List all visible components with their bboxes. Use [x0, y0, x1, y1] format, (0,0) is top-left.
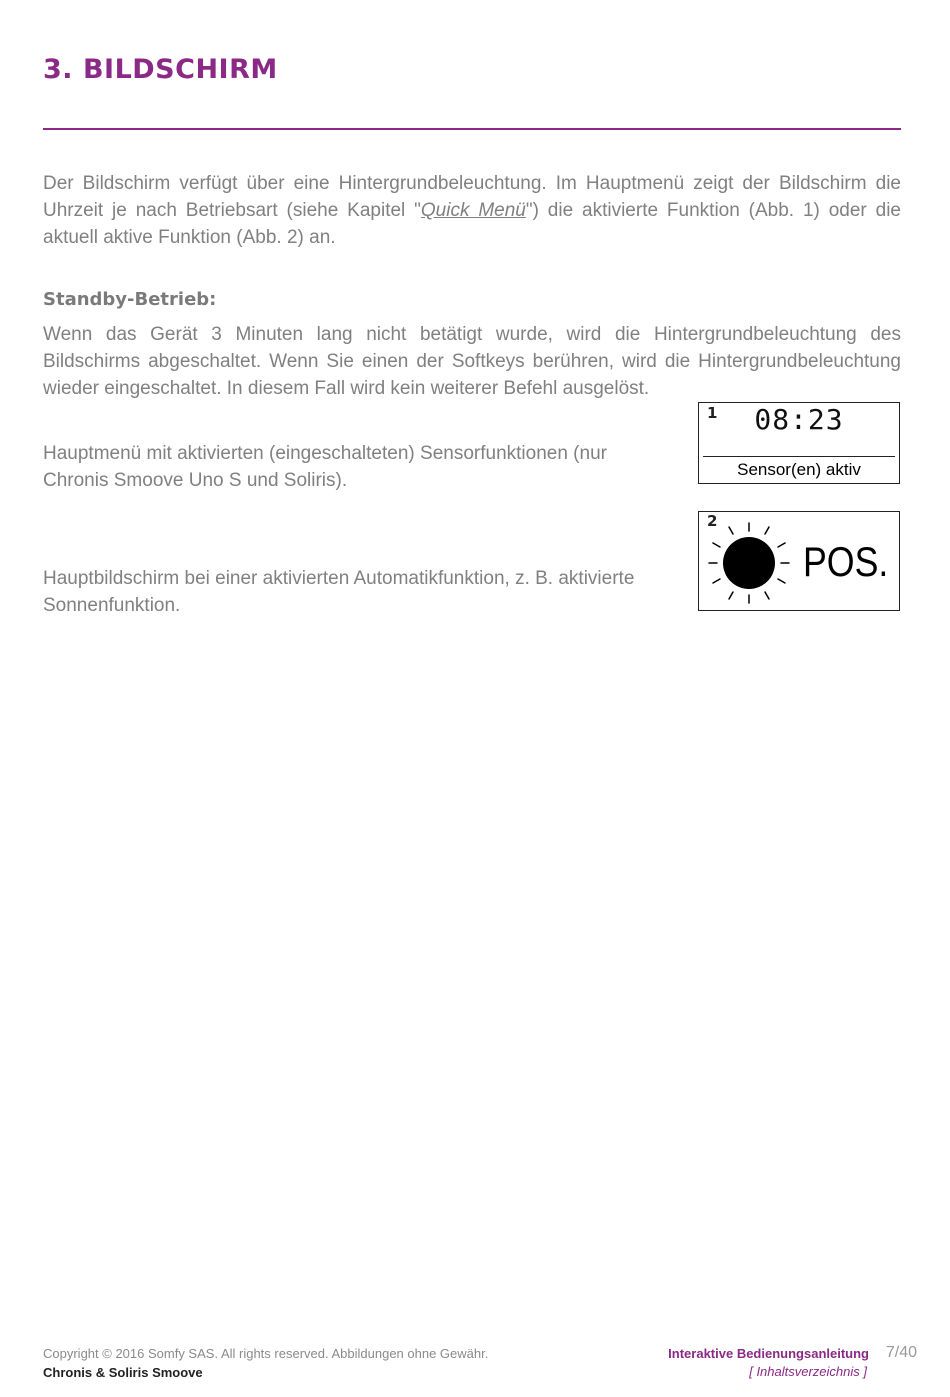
- toc-link[interactable]: [ Inhaltsverzeichnis ]: [749, 1364, 867, 1379]
- quick-menu-link[interactable]: Quick Menü: [420, 200, 526, 221]
- sun-icon: [705, 520, 795, 604]
- display-divider: [703, 456, 895, 457]
- position-label: POS.: [803, 538, 889, 585]
- figure1-number: 1: [707, 404, 718, 422]
- standby-paragraph: Wenn das Gerät 3 Minuten lang nicht betätigt wurde, wird die Hintergrundbeleuchtung des Bildschirms abgeschaltet. Wenn Sie einen der Softkeys berühren, wird die Hintergrundbeleuchtung wieder eingeschaltet. In diesem Fall wird kein weiterer Befehl ausgelöst.: [43, 324, 901, 399]
- product-name: Chronis & Soliris Smoove: [43, 1365, 203, 1380]
- display-figure-2: [698, 511, 900, 611]
- intro-paragraph: [43, 170, 901, 251]
- display-figure-1: [698, 402, 900, 484]
- intro-text-end: ") die aktivierte Funktion (Abb. 1) oder die aktuell aktive Funktion (Abb. 2) an.: [43, 200, 901, 248]
- page-number: 7/40: [885, 1344, 917, 1361]
- copyright-text: Copyright © 2016 Somfy SAS. All rights reserved. Abbildungen ohne Gewähr.: [43, 1346, 489, 1361]
- intro-text-start: Der Bildschirm verfügt über eine Hintergrundbeleuchtung. Im Hauptmenü zeigt der Bildschirm die Uhrzeit je nach Betriebsart (siehe Kapitel ": [43, 173, 901, 221]
- figure2-number: 2: [707, 512, 718, 530]
- clock-display: 08:23: [754, 403, 844, 436]
- manual-link[interactable]: Interaktive Bedienungsanleitung: [668, 1346, 869, 1361]
- heading-divider: [43, 128, 901, 130]
- section-heading: 3. BILDSCHIRM: [43, 54, 278, 85]
- standby-title: Standby-Betrieb:: [43, 289, 217, 310]
- figure1-description: Hauptmenü mit aktivierten (eingeschalteten) Sensorfunktionen (nur Chronis Smoove Uno S und Soliris).: [43, 443, 607, 491]
- figure2-description: Hauptbildschirm bei einer aktivierten Automatikfunktion, z. B. aktivierte Sonnenfunktion.: [43, 568, 635, 616]
- sensor-caption: Sensor(en) aktiv: [737, 460, 861, 479]
